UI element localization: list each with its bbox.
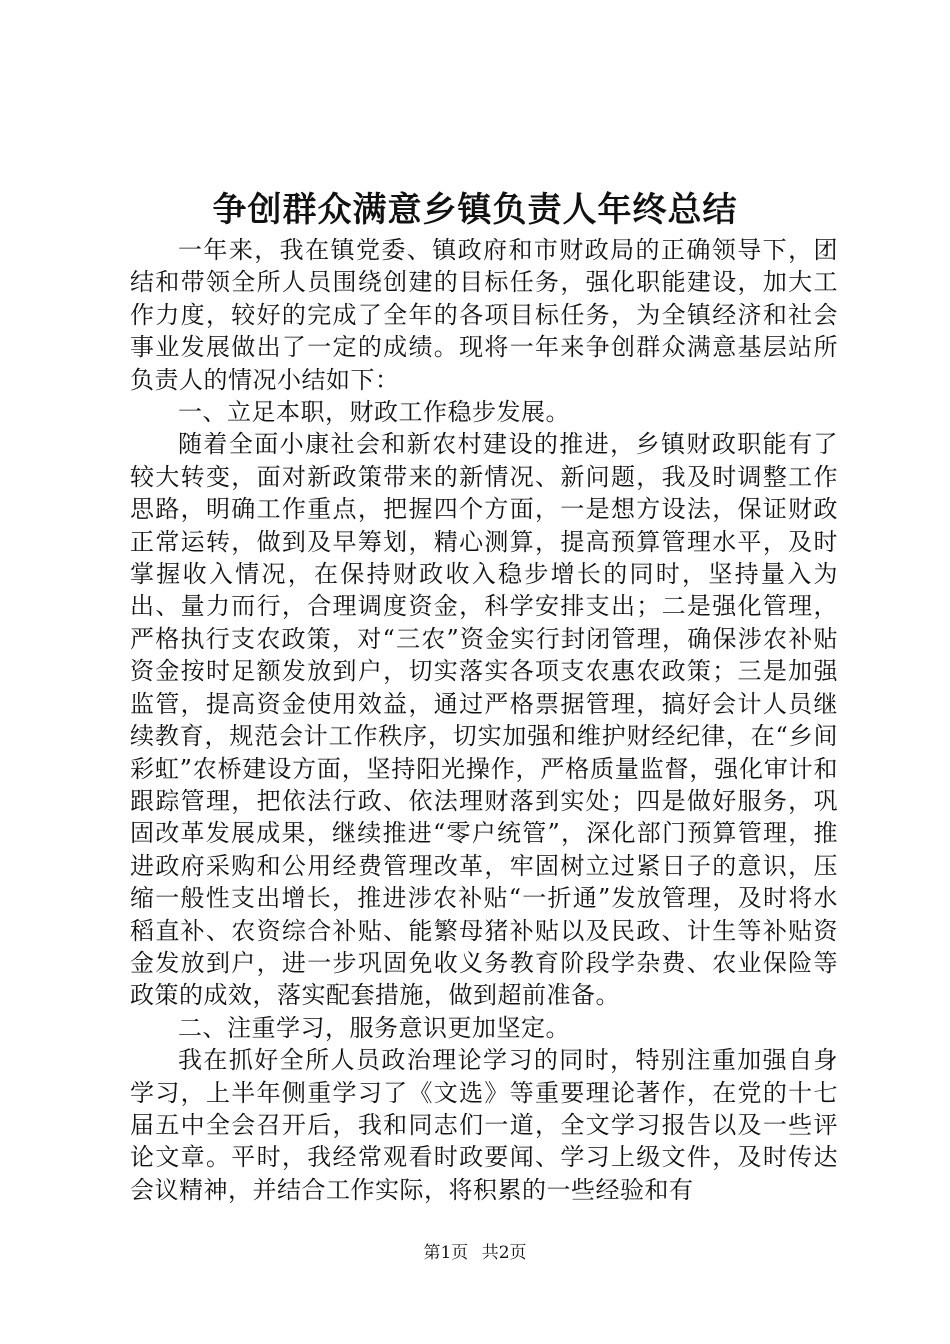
paragraph-intro: 一年来，我在镇党委、镇政府和市财政局的正确领导下，团结和带领全所人员围绕创建的目标任务，强化职能建设，加大工作力度，较好的完成了全年的各项目标任务，为全镇经济和社会事业发展做出了一定的成绩。现将一年来争创群众满意基层站所负责人的情况小结如下： (130, 236, 838, 394)
paragraph-section-2: 我在抓好全所人员政治理论学习的同时，特别注重加强自身学习，上半年侧重学习了《文选》等重要理论著作，在党的十七届五中全会召开后，我和同志们一道，全文学习报告以及一些评论文章。平时，我经常观看时政要闻、学习上级文件，及时传达会议精神，并结合工作实际，将积累的一些经验和有 (130, 1046, 838, 1204)
document-title: 争创群众满意乡镇负责人年终总结 (212, 190, 738, 230)
page-number: 第1页 (423, 1243, 469, 1263)
document-body (130, 234, 838, 1206)
paragraph-section-1: 随着全面小康社会和新农村建设的推进，乡镇财政职能有了较大转变，面对新政策带来的新情况、新问题，我及时调整工作思路，明确工作重点，把握四个方面，一是想方设法，保证财政正常运转，做到及早筹划，精心测算，提高预算管理水平，及时掌握收入情况，在保持财政收入稳步增长的同时，坚持量入为出、量力而行，合理调度资金，科学安排支出；二是强化管理，严格执行支农政策，对“三农”资金实行封闭管理，确保涉农补贴资金按时足额发放到户，切实落实各项支农惠农政策；三是加强监管，提高资金使用效益，通过严格票据管理，搞好会计人员继续教育，规范会计工作秩序，切实加强和维护财经纪律，在“乡间彩虹”农桥建设方面，坚持阳光操作，严格质量监督，强化审计和跟踪管理，把依法行政、依法理财落到实处；四是做好服务，巩固改革发展成果，继续推进“零户统管”，深化部门预算管理，推进政府采购和公用经费管理改革，牢固树立过紧日子的意识，压缩一般性支出增长，推进涉农补贴“一折通”发放管理，及时将水稻直补、农资综合补贴、能繁母猪补贴以及民政、计生等补贴资金发放到户，进一步巩固免收义务教育阶段学杂费、农业保险等政策的成效，落实配套措施，做到超前准备。 (130, 430, 838, 1010)
section-heading-1: 一、立足本职，财政工作稳步发展。 (178, 398, 570, 427)
page-total: 共2页 (481, 1243, 527, 1263)
page-footer (0, 1242, 950, 1264)
section-heading-2: 二、注重学习，服务意识更加坚定。 (178, 1013, 570, 1042)
